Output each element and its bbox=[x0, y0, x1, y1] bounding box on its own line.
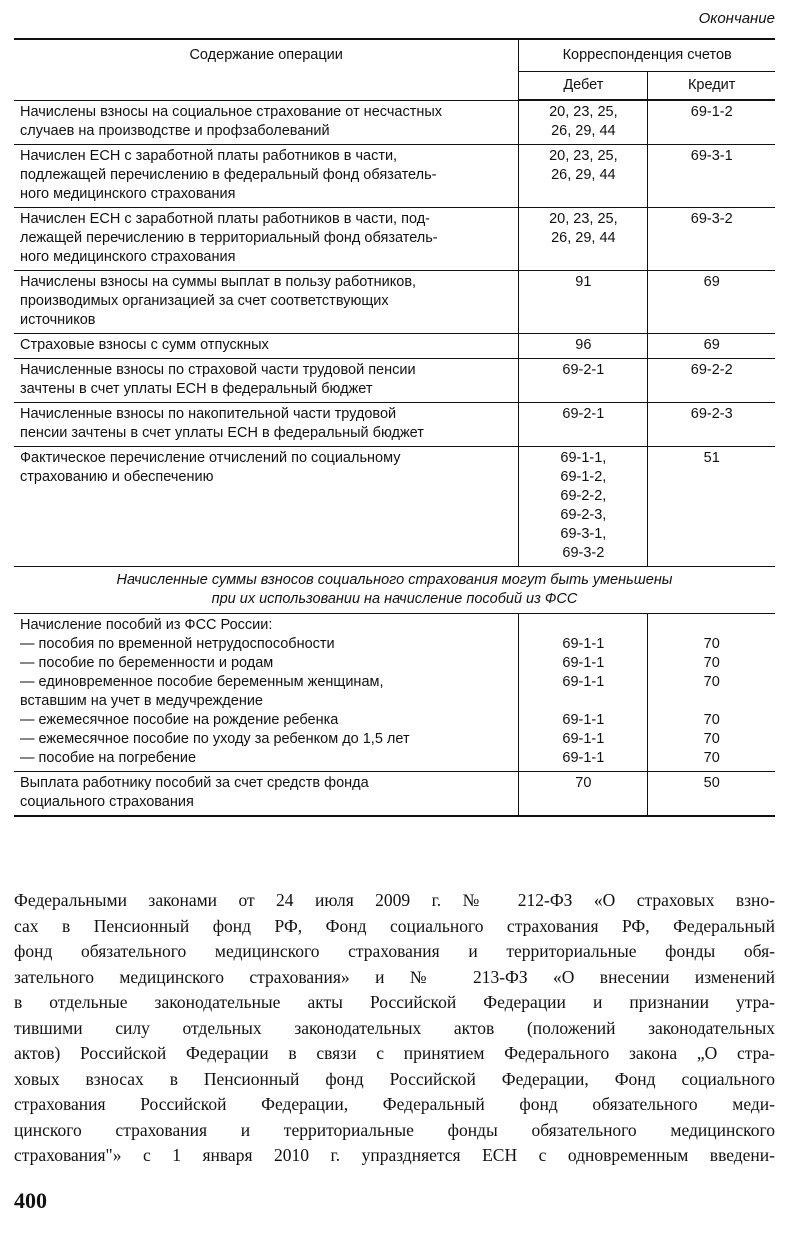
cell-line: страхованию и обеспечению bbox=[20, 469, 214, 485]
credit-cell bbox=[648, 271, 775, 334]
page-number: 400 bbox=[14, 1188, 47, 1213]
cell-line: Начислены взносы на социальное страхование от несчастных bbox=[20, 103, 443, 120]
cell-line: 69-1-1 bbox=[562, 636, 605, 652]
cell-line: Фактическое перечисление отчислений по социальному bbox=[20, 450, 401, 466]
cell-line: ного медицинского страхования bbox=[20, 249, 236, 265]
cell-line: — ежемесячное пособие по уходу за ребенком до 1,5 лет bbox=[20, 731, 410, 747]
credit-cell bbox=[648, 772, 775, 817]
cell-line: 20, 23, 25, bbox=[549, 104, 618, 120]
operation-cell bbox=[14, 100, 519, 145]
credit-cell bbox=[648, 359, 775, 403]
paragraph-line: Федеральными законами от 24 июля 2009 г. № 212-ФЗ «О страховых взно- bbox=[14, 890, 775, 910]
cell-line: Начисленные взносы по страховой части трудовой пенсии bbox=[20, 362, 416, 378]
cell-line: 50 bbox=[703, 775, 720, 791]
cell-line: 69-2-2, bbox=[560, 488, 607, 504]
paragraph-line: сах в Пенсионный фонд РФ, Фонд социального страхования РФ, Федеральный bbox=[14, 915, 775, 936]
cell-line: 69-3-1 bbox=[690, 148, 733, 164]
cell-line: — пособие на погребение bbox=[20, 750, 197, 766]
operation-cell bbox=[14, 614, 519, 772]
cell-line: ного медицинского страхования bbox=[20, 186, 236, 202]
debit-cell bbox=[519, 334, 648, 359]
cell-line: Страховые взносы с сумм отпускных bbox=[20, 337, 269, 353]
credit-cell bbox=[648, 614, 775, 772]
paragraph-line: тившими силу отдельных законодательных актов (положений законодательных bbox=[14, 1017, 775, 1038]
cell-line: социального страхования bbox=[20, 794, 194, 810]
cell-line: 20, 23, 25, bbox=[549, 148, 618, 164]
table-row bbox=[14, 334, 775, 359]
credit-cell bbox=[648, 403, 775, 447]
cell-line bbox=[654, 692, 769, 711]
operation-cell bbox=[14, 359, 519, 403]
cell-line: 69-1-2 bbox=[690, 104, 733, 120]
cell-line: Начисление пособий из ФСС России: bbox=[20, 617, 273, 633]
cell-line: 70 bbox=[703, 731, 720, 747]
cell-line: 69-2-3 bbox=[690, 406, 733, 422]
table-body bbox=[14, 100, 775, 816]
cell-line: — пособие по беременности и родам bbox=[20, 655, 274, 671]
debit-cell bbox=[519, 100, 648, 145]
cell-line: 69-1-1 bbox=[562, 731, 605, 747]
credit-cell bbox=[648, 334, 775, 359]
table-row bbox=[14, 208, 775, 271]
cell-line: 69-2-1 bbox=[562, 406, 605, 422]
accounting-operations-table bbox=[14, 38, 775, 817]
body-paragraph bbox=[14, 888, 775, 1169]
cell-line: — ежемесячное пособие на рождение ребенка bbox=[20, 712, 339, 728]
column-header-operation: Содержание операции bbox=[14, 39, 519, 100]
cell-line: 69-1-1 bbox=[562, 655, 605, 671]
cell-line: Начислен ЕСН с заработной платы работников в части, под- bbox=[20, 211, 431, 227]
cell-line: 69-1-1 bbox=[562, 712, 605, 728]
cell-line: Начисленные суммы взносов социального страхования могут быть уменьшены bbox=[116, 572, 673, 588]
cell-line: 26, 29, 44 bbox=[551, 123, 616, 139]
column-header-debit: Дебет bbox=[519, 72, 648, 101]
paragraph-line: в отдельные законодательные акты Российской Федерации и признании утра- bbox=[14, 992, 775, 1012]
credit-cell bbox=[648, 145, 775, 208]
cell-line: 96 bbox=[575, 337, 592, 353]
cell-line: 69-1-1, bbox=[560, 450, 607, 466]
paragraph-line: актов) Российской Федерации в связи с принятием Федерального закона „О стра- bbox=[14, 1043, 775, 1063]
cell-line: — пособия по временной нетрудоспособности bbox=[20, 636, 335, 652]
cell-line: лежащей перечислению в территориальный фонд обязатель- bbox=[20, 230, 438, 246]
cell-line: 69 bbox=[703, 337, 720, 353]
cell-line: 69-1-1 bbox=[562, 674, 605, 690]
table-row bbox=[14, 271, 775, 334]
cell-line: 51 bbox=[703, 450, 720, 466]
cell-line: 70 bbox=[703, 712, 720, 728]
debit-cell bbox=[519, 359, 648, 403]
continuation-label: Окончание bbox=[698, 10, 775, 27]
cell-line: пенсии зачтены в счет уплаты ЕСН в федеральный бюджет bbox=[20, 425, 424, 441]
operation-cell bbox=[14, 208, 519, 271]
table-row bbox=[14, 772, 775, 817]
cell-line: 69-2-1 bbox=[562, 362, 605, 378]
cell-line: Начислен ЕСН с заработной платы работников в части, bbox=[20, 148, 398, 164]
paragraph-line: зательного медицинского страхования» и № 213-ФЗ «О внесении изменений bbox=[14, 966, 775, 987]
credit-cell bbox=[648, 447, 775, 567]
cell-line: случаев на производстве и профзаболеваний bbox=[20, 122, 330, 139]
cell-line: 69-3-2 bbox=[690, 211, 733, 227]
cell-line: 70 bbox=[703, 674, 720, 690]
table-row bbox=[14, 403, 775, 447]
cell-line: 70 bbox=[703, 655, 720, 671]
debit-cell bbox=[519, 208, 648, 271]
table-row bbox=[14, 447, 775, 567]
cell-line: 69-1-2, bbox=[560, 469, 607, 485]
note-row bbox=[14, 567, 775, 614]
cell-line: 69 bbox=[703, 274, 720, 290]
cell-line: 70 bbox=[575, 775, 592, 791]
cell-line bbox=[525, 616, 641, 635]
operation-cell bbox=[14, 403, 519, 447]
cell-line: 20, 23, 25, bbox=[549, 211, 618, 227]
column-header-correspondence: Корреспонденция счетов bbox=[519, 39, 775, 72]
operation-cell bbox=[14, 447, 519, 567]
paragraph-line: ховых взносах в Пенсионный фонд Российской Федерации, Фонд социального bbox=[14, 1068, 775, 1089]
cell-line: 69-2-2 bbox=[690, 362, 733, 378]
cell-line: Начислены взносы на суммы выплат в пользу работников, bbox=[20, 274, 417, 290]
cell-line: 69-2-3, bbox=[560, 507, 607, 523]
cell-line: 69-1-1 bbox=[562, 750, 605, 766]
table-row bbox=[14, 359, 775, 403]
table-row bbox=[14, 614, 775, 772]
debit-cell bbox=[519, 614, 648, 772]
credit-cell bbox=[648, 208, 775, 271]
operation-cell bbox=[14, 145, 519, 208]
table-row bbox=[14, 145, 775, 208]
operation-cell bbox=[14, 271, 519, 334]
note-cell bbox=[14, 567, 775, 614]
cell-line bbox=[525, 692, 641, 711]
cell-line: 69-3-1, bbox=[560, 526, 607, 542]
cell-line: 70 bbox=[703, 636, 720, 652]
cell-line: 26, 29, 44 bbox=[551, 167, 616, 183]
debit-cell bbox=[519, 145, 648, 208]
cell-line: подлежащей перечислению в федеральный фонд обязатель- bbox=[20, 167, 437, 183]
cell-line: при их использовании на начисление пособий из ФСС bbox=[211, 591, 578, 607]
cell-line bbox=[654, 616, 769, 635]
cell-line: 91 bbox=[575, 274, 592, 290]
debit-cell bbox=[519, 271, 648, 334]
paragraph-line: страхования Российской Федерации, Федеральный фонд обязательного меди- bbox=[14, 1094, 775, 1114]
cell-line: вставшим на учет в медучреждение bbox=[20, 693, 263, 709]
cell-line: Выплата работнику пособий за счет средств фонда bbox=[20, 775, 369, 791]
debit-cell bbox=[519, 772, 648, 817]
paragraph-line: страхования"» с 1 января 2010 г. упраздняется ЕСН с одновременным введени- bbox=[14, 1145, 775, 1165]
cell-line: — единовременное пособие беременным женщинам, bbox=[20, 674, 384, 690]
table-row bbox=[14, 100, 775, 145]
cell-line: производимых организацией за счет соответствующих bbox=[20, 293, 389, 309]
cell-line: 26, 29, 44 bbox=[551, 230, 616, 246]
cell-line: 69-3-2 bbox=[562, 545, 605, 561]
cell-line: источников bbox=[20, 312, 96, 328]
credit-cell bbox=[648, 100, 775, 145]
debit-cell bbox=[519, 447, 648, 567]
cell-line: зачтены в счет уплаты ЕСН в федеральный бюджет bbox=[20, 381, 373, 397]
cell-line: Начисленные взносы по накопительной части трудовой bbox=[20, 406, 397, 422]
column-header-credit: Кредит bbox=[648, 72, 775, 101]
operation-cell bbox=[14, 772, 519, 817]
debit-cell bbox=[519, 403, 648, 447]
operation-cell bbox=[14, 334, 519, 359]
paragraph-line: цинского страхования и территориальные фонды обязательного медицинского bbox=[14, 1119, 775, 1140]
paragraph-line: фонд обязательного медицинского страхования и территориальные фонды обя- bbox=[14, 941, 775, 961]
cell-line: 70 bbox=[703, 750, 720, 766]
